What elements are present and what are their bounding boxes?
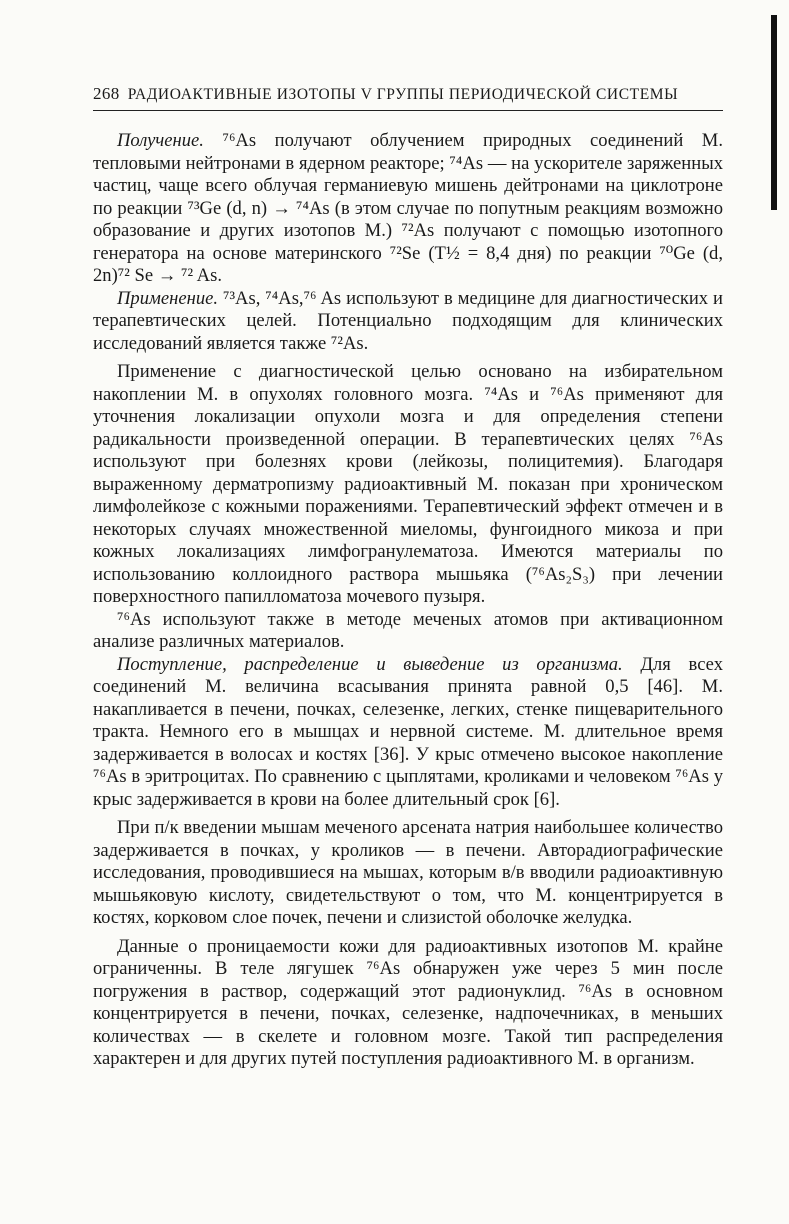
book-page: [93, 84, 723, 1071]
paragraph-text: Данные о проницаемости кожи для радиоактивных изотопов М. крайне ограниченны. В теле лягушек ⁷⁶As обнаружен уже через 5 мин после погружения в раствор, содержащий этот радионуклид. ⁷⁶As в основном концентрируется в печени, почках, селезенке, надпочечниках, в меньших количествах — в скелете и головном мозге. Такой тип распределения характерен и для других путей поступления радиоактивного М. в организм.: [93, 935, 723, 1069]
running-header: [93, 84, 723, 111]
paragraph-text: ⁷³As, ⁷⁴As,⁷⁶ As используют в медицине для диагностических и терапевтических целей. Потенциально подходящим для клинических исследований является также ⁷²As.: [93, 287, 723, 354]
paragraph-distribution: [93, 654, 723, 812]
paragraph-text: ⁷⁶As используют также в методе меченых атомов при активационном анализе различных материалов.: [93, 608, 723, 652]
paragraph-text: Для всех соединений М. величина всасывания принята равной 0,5 [46]. М. накапливается в печени, почках, селезенке, легких, стенке пищеварительного тракта. Немного его в мышцах и нервной системе. М. длительное время задерживается в волосах и костях [36]. У крыс отмечено высокое накопление ⁷⁶As в эритроцитах. По сравнению с цыплятами, кроликами и человеком ⁷⁶As у крыс задерживается в крови на более длительный срок [6].: [93, 653, 723, 810]
page-body: [93, 130, 723, 1071]
paragraph-diagnostic-use: [93, 361, 723, 609]
page-number: 268: [93, 84, 120, 103]
paragraph-text: ⁷⁶As получают облучением природных соединений М. тепловыми нейтронами в ядерном реакторе; ⁷⁴As — на ускорителе заряженных частиц, чаще всего облучая германиевую мишень дейтронами на циклотроне по реакции ⁷³Ge (d, n) → ⁷⁴As (в этом случае по попутным реакциям возможно образование и других изотопов М.) ⁷²As получают с помощью изотопного генератора на основе материнского ⁷²Se (T½ = 8,4 дня) по реакции ⁷⁰Ge (d, 2n)⁷² Se → ⁷² As.: [93, 130, 723, 286]
paragraph-tracer-use: [93, 609, 723, 654]
page-edge-bar: [771, 15, 777, 210]
paragraph-text: Применение с диагностической целью основано на избирательном накоплении М. в опухолях головного мозга. ⁷⁴As и ⁷⁶As применяют для уточнения локализации опухоли мозга и для определения степени радикальности произведенной операции. В терапевтических целях ⁷⁶As используют при болезнях крови (лейкозы, полицитемия). Благодаря выраженному дерматропизму радиоактивный М. показан при хроническом лимфолейкозе с кожными поражениями. Терапевтический эффект отмечен и в некоторых случаях множественной миеломы, фунгоидного микоза и при кожных локализациях лимфогранулематоза. Имеются материалы по использованию коллоидного раствора мышьяка (⁷⁶As₂S₃) при лечении поверхностного папилломатоза мочевого пузыря.: [93, 361, 723, 607]
paragraph-text: При п/к введении мышам меченого арсената натрия наибольшее количество задерживается в почках, у кроликов — в печени. Авторадиографические исследования, проводившиеся на мышах, которым в/в вводили радиоактивную мышьяковую кислоту, свидетельствуют о том, что М. концентрируется в костях, корковом слое почек, печени и слизистой оболочке желудка.: [93, 817, 723, 928]
paragraph-mice-study: [93, 817, 723, 930]
paragraph-lead: Применение.: [117, 287, 219, 309]
paragraph-lead: Поступление, распределение и выведение из организма.: [117, 653, 623, 675]
paragraph-lead: Получение.: [117, 130, 204, 151]
paragraph-production: [93, 130, 723, 288]
running-title: РАДИОАКТИВНЫЕ ИЗОТОПЫ V ГРУППЫ ПЕРИОДИЧЕСКОЙ СИСТЕМЫ: [127, 86, 679, 103]
paragraph-application: [93, 288, 723, 356]
paragraph-skin-permeability: [93, 936, 723, 1071]
